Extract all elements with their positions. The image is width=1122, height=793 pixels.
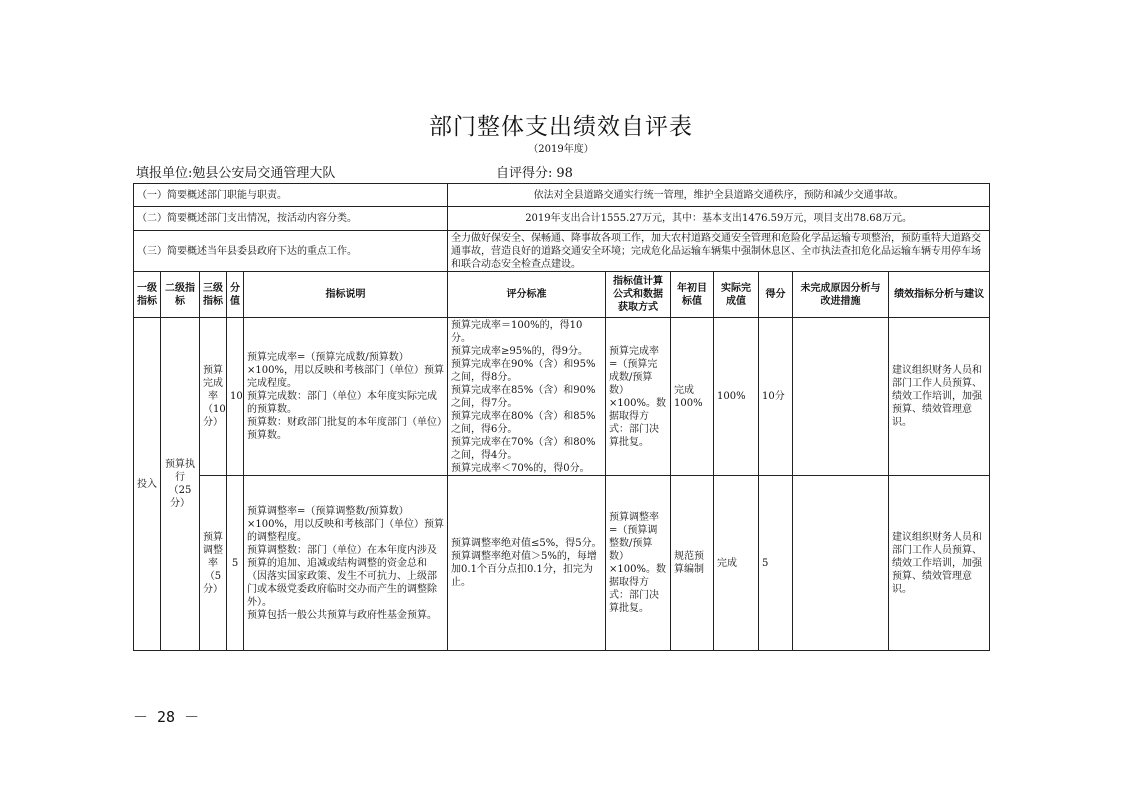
summary-content: 依法对全县道路交通实行统一管理，维护全县道路交通秩序，预防和减少交通事故。 xyxy=(448,184,990,207)
header-actual: 实际完成值 xyxy=(714,272,759,318)
level3-cell: 预算完成率（10分） xyxy=(200,318,227,476)
formula-cell: 预算调整率=（预算调整数/预算数）×100%。数据取得方式：部门决算批复。 xyxy=(606,476,671,651)
self-score-label: 自评得分: xyxy=(496,166,553,181)
self-score-value: 98 xyxy=(556,166,573,181)
page-number: － 28 － xyxy=(133,708,200,726)
criteria-line: 预算完成率＜70%的，得0分。 xyxy=(451,462,590,474)
desc-line: 预算调整率=（预算调整数/预算数）×100%，用以反映和考核部门（单位）预算的调整程度。 xyxy=(247,505,444,543)
criteria-cell xyxy=(448,318,606,476)
reporting-unit: 填报单位:勉县公安局交通管理大队 xyxy=(136,166,336,181)
desc-line: 预算完成数：部门（单位）本年度实际完成的预算数。 xyxy=(247,391,437,415)
header-level3: 三级指标 xyxy=(200,272,227,318)
header-reason: 未完成原因分析与改进措施 xyxy=(793,272,889,318)
desc-line: 预算完成率=（预算完成数/预算数）×100%，用以反映和考核部门（单位）预算完成程度。 xyxy=(247,352,444,389)
target-cell: 规范预算编制 xyxy=(671,476,714,651)
performance-table xyxy=(133,183,990,651)
header-level2: 二级指标 xyxy=(161,272,200,318)
header-row xyxy=(134,272,990,318)
points-cell: 5 xyxy=(227,476,244,651)
level2-cell: 预算执行（25分） xyxy=(161,318,200,651)
header-advice: 绩效指标分析与建议 xyxy=(889,272,990,318)
score-cell: 10分 xyxy=(759,318,793,476)
desc-line: 预算调整数：部门（单位）在本年度内涉及预算的追加、追减或结构调整的资金总和（因落实国家政策、发生不可抗力、上级部门或本级党委政府临时交办而产生的调整除外）。 xyxy=(247,544,437,608)
header-formula: 指标值计算公式和数据获取方式 xyxy=(606,272,671,318)
desc-cell xyxy=(244,318,448,476)
summary-content: 全力做好保安全、保畅通、降事故各项工作，加大农村道路交通安全管理和危险化学品运输专项整治，预防重特大道路交通事故，营造良好的道路交通安全环境；完成危化品运输车辆集中强制休息区、全市执法查扣危化品运输车辆专用停车场和联合动态安全检查点建设。 xyxy=(448,231,990,272)
summary-row xyxy=(134,231,990,272)
points-cell: 10 xyxy=(227,318,244,476)
criteria-line: 预算完成率≥95%的，得9分。 xyxy=(451,345,589,357)
criteria-line: 预算调整率绝对值＞5%的，每增加0.1个百分点扣0.1分，扣完为止。 xyxy=(451,551,597,588)
desc-cell xyxy=(244,476,448,651)
summary-label: （一）简要概述部门职能与职责。 xyxy=(134,184,448,207)
summary-label: （三）简要概述当年县委县政府下达的重点工作。 xyxy=(134,231,448,272)
criteria-cell xyxy=(448,476,606,651)
score-cell: 5 xyxy=(759,476,793,651)
criteria-line: 预算完成率在85%（含）和90%之间，得7分。 xyxy=(451,384,596,409)
header-score: 得分 xyxy=(759,272,793,318)
summary-label: （二）简要概述部门支出情况，按活动内容分类。 xyxy=(134,207,448,231)
target-cell: 完成100% xyxy=(671,318,714,476)
level3-cell: 预算调整率（5分） xyxy=(200,476,227,651)
reason-cell xyxy=(793,318,889,476)
reason-cell xyxy=(793,476,889,651)
summary-row xyxy=(134,207,990,231)
table-row xyxy=(134,476,990,651)
criteria-line: 预算完成率在90%（含）和95%之间，得8分。 xyxy=(451,358,596,383)
formula-cell: 预算完成率=（预算完成数/预算数）×100%。数据取得方式：部门决算批复。 xyxy=(606,318,671,476)
header-desc: 指标说明 xyxy=(244,272,448,318)
actual-cell: 完成 xyxy=(714,476,759,651)
desc-line: 预算数：财政部门批复的本年度部门（单位）预算数。 xyxy=(247,417,442,441)
desc-line: 预算包括一般公共预算与政府性基金预算。 xyxy=(247,609,437,621)
header-criteria: 评分标准 xyxy=(448,272,606,318)
report-year: （2019年度） xyxy=(528,144,594,155)
criteria-line: 预算调整率绝对值≤5%，得5分。 xyxy=(451,538,602,549)
level1-cell: 投入 xyxy=(134,318,161,651)
header-level1: 一级指标 xyxy=(134,272,161,318)
header-points: 分值 xyxy=(227,272,244,318)
actual-cell: 100% xyxy=(714,318,759,476)
criteria-line: 预算完成率在70%（含）和80%之间，得4分。 xyxy=(451,436,596,461)
advice-cell: 建议组织财务人员和部门工作人员预算、绩效工作培训，加强预算、绩效管理意识。 xyxy=(889,318,990,476)
criteria-line: 预算完成率＝100%的，得10分。 xyxy=(451,319,583,344)
summary-row xyxy=(134,184,990,207)
page-title: 部门整体支出绩效自评表 xyxy=(429,114,693,140)
criteria-line: 预算完成率在80%（含）和85%之间，得6分。 xyxy=(451,410,596,435)
table-row xyxy=(134,318,990,476)
header-target: 年初目标值 xyxy=(671,272,714,318)
self-score xyxy=(492,162,573,181)
advice-cell: 建议组织财务人员和部门工作人员预算、绩效工作培训，加强预算、绩效管理意识。 xyxy=(889,476,990,651)
summary-content: 2019年支出合计1555.27万元，其中：基本支出1476.59万元，项目支出78.68万元。 xyxy=(448,207,990,231)
